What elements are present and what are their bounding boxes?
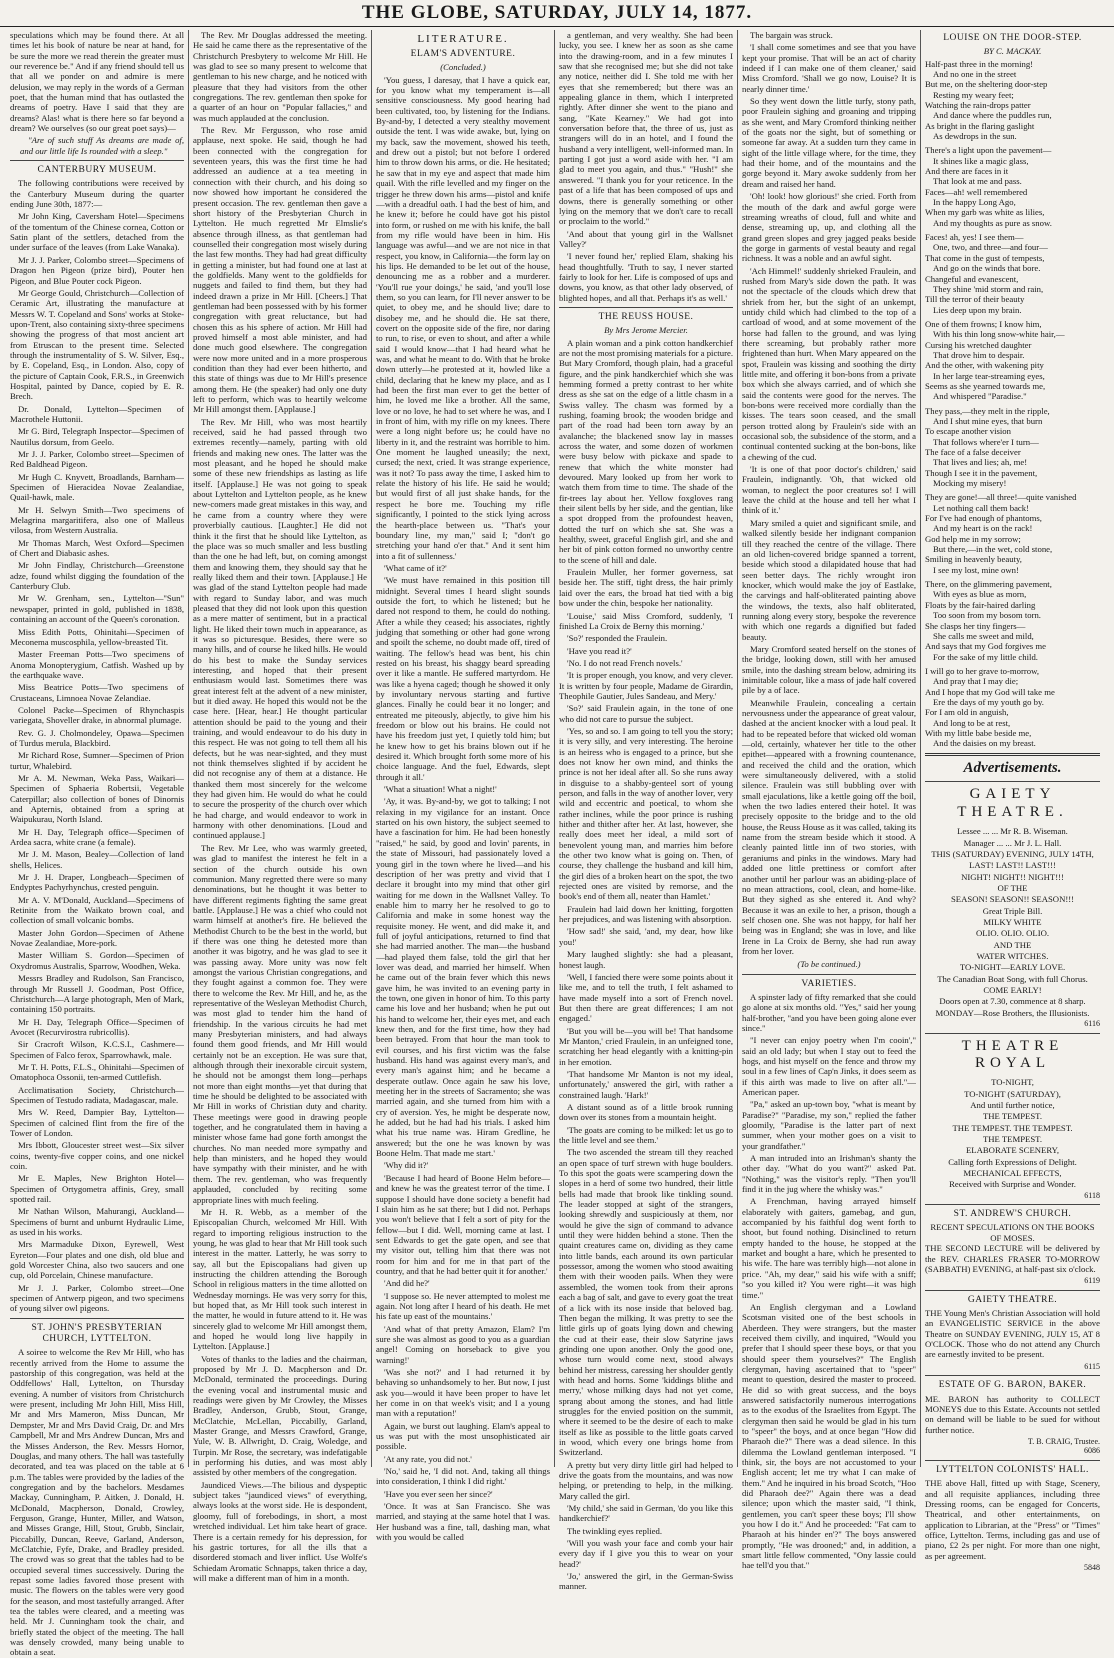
poem-line: She clasps her tiny fingers— xyxy=(925,620,1026,631)
paragraph: 'And about that young girl in the Wallsnet Valley?' xyxy=(559,228,733,249)
poem-line: For I am old in anguish, xyxy=(925,707,1009,718)
paragraph: Mr T. H. Potts, F.L.S., Ohinitahi—Specimen of Omatophoca Ossonii, ten-armed Cuttlefish. xyxy=(10,1061,184,1083)
poem-line: Smiling in heavenly beauty, xyxy=(925,554,1022,565)
poem-author: BY C. MACKAY. xyxy=(983,46,1042,57)
poem-stanza xyxy=(925,406,1100,489)
divider xyxy=(925,753,1100,756)
paragraph: Mrs Marmaduke Dixon, Eyrewell, West Eyreton—Four plates and one dish, old blue and gold Worcester China, also two saucers and one cup, old Porcelain, Chinese manufacture. xyxy=(10,1239,184,1281)
paragraph: 'Jo,' answered the girl, in the German-Swiss manner. xyxy=(559,1571,733,1592)
paragraph: Miss Beatrice Potts—Two specimens of Crustaceans, Limnoea Novae Zelandiae. xyxy=(10,682,184,703)
paragraph: 'No. I do not read French novels.' xyxy=(567,657,683,668)
paragraph: 'Ay, it was. By-and-by, we got to talking; I not relaxing in my vigilance for an instant. Once started on his own history, the subject seemed to have a fascination for him. He had been honestly "raised," he said, by good and lovin' parents, in the state of Missouri, had passionately loved a young girl in the town where he lived—and his description of her was pretty and vivid that I declare it brought into my mind that other girl waiting for me down in the Wallsnet Valley. To enable him to marry her he resolved to go to California and make in some honest way the requisite money. He went, and did make it, and full of joyful anticipations, returned to find that she had married another. The man—the husband—had played them false, told the girl that her lover was dead, and married her himself. When he came out of the brain fever which this news gave him, he was invited to an evening party in the town, one given in honor of him. To this party came his love and her husband; when he put out his hand to welcome her, their eyes met, and each knew then, and for the first time, how they had been betrayed. From that hour the man took to evil courses, and his first victim was the false husband. His hand was against every man's, and every man's against him; and he became a desperate outlaw. Once again he saw his love, meeting her in the streets of Sacramento; she was married again, and she turned from him with a cry of aversion. Yes, he might be desperate now, he added, but he had had his trials. I asked him what his true name was. Hiram Gredline, he answered; but the one he was known by was Boone Helm. That made me start.' xyxy=(376,796,550,1159)
paragraph: The twinkling eyes replied. xyxy=(567,1525,663,1536)
paragraph: 'Why did it?' xyxy=(384,1160,429,1171)
poem-line: And says that my God forgives me xyxy=(925,641,1046,652)
paragraph: Mr H. Selwyn Smith—Two specimens of Melagrina margaritifera, also one of Malleus vilosa, from Western Australia. xyxy=(10,504,184,536)
column-1 xyxy=(6,30,189,1658)
divider xyxy=(10,160,184,161)
divider xyxy=(925,1460,1100,1461)
poem-line: That drove him to despair. xyxy=(933,349,1025,360)
paragraph: Mr John Findlay, Christchurch—Greenstone adze, found whilst digging the foundation of the Canterbury Club. xyxy=(10,560,184,592)
column-2 xyxy=(189,30,372,1583)
paragraph: 'What came of it?' xyxy=(384,562,447,573)
poem-line: I will go to her grave to-morrow, xyxy=(925,665,1040,676)
poem-line: She calls me sweet and mild, xyxy=(933,630,1034,641)
poem-line: Cursing his wretched daughter xyxy=(925,339,1032,350)
paragraph: A distant sound as of a little brook running down over its stones from a mountain height. xyxy=(559,1101,733,1123)
poem-title: LOUISE ON THE DOOR-STEP. xyxy=(943,33,1082,43)
ad-colonists-hall-text: THE above Hall, fitted up with Stage, Scenery, and all requisite appliances, including three Dressing rooms, can be engaged for Concerts, Theatrical, and other entertainments, on application to Librarian, at the "Press" or "Times" office, Lyttelton. Terms, including gas and use of piano, £2 2s per night. For more than one night, as per agreement. xyxy=(925,1478,1100,1561)
ad-number: 6118 xyxy=(1084,1190,1100,1200)
poem-line: In the happy Long Ago, xyxy=(933,197,1016,208)
paragraph: The two ascended the stream till they reached an open space of turf strewn with huge boulders. To this spot the goats were scampering down the slopes in a herd of some two hundred, their little bells had made that brook like tinkling sound. The leader stopped at sight of the strangers, looking shrewdly and suspiciously at them, nor would he give the sign of command to advance until they were hidden behind a stone. Then the quaint creatures came on, dividing as they came into little bands, each around its own particular possessor, among the women who stood awaiting them with their wooden pails. When they were assembled, the women took from their aprons each a bag of salt, and gave to every goat the treat of a lick with its nose inside that beloved bag. Then began the milking. It was pretty to see the little girls up of goats lying down and chewing the cud at their ease, their slow Satyrine jaws grinding one upon another. Only the good one, whose turn would come next, stood always behind her mistress, caressing her shoulder gently with head and horns. Some 'kiddings blithe and merry,' whose milking days had not yet come, sprang about among the stones, and had little struggles for the envied position on the summit, where it seemed to be the desire of each to make itself as like as possible to the little goats carved in wood, which every one brings home from Switzerland. xyxy=(559,1147,733,1458)
divider xyxy=(742,974,916,975)
divider xyxy=(925,1204,1100,1205)
poem-line: For the sake of my little child. xyxy=(933,651,1038,662)
article-body xyxy=(742,30,916,956)
headline-st-johns-church: ST. JOHN'S PRESBYTERIAN CHURCH, LYTTELTON. xyxy=(31,1322,163,1345)
ad-line: ELABORATE SCENERY, xyxy=(966,1145,1059,1156)
ad-line: THE TEMPEST. xyxy=(982,1111,1043,1122)
poem-line: And whispered "Paradise." xyxy=(933,391,1027,402)
story-title: ELAM'S ADVENTURE. xyxy=(410,49,516,60)
ad-st-andrews-text: THE SECOND LECTURE will be delivered by the REV. CHARLES FRASER TO-MORROW (SABBATH) EVENING, at half-past six o'clock. xyxy=(925,1243,1100,1274)
ad-number: 6115 xyxy=(1084,1361,1100,1371)
divider xyxy=(10,1318,184,1319)
poem-body xyxy=(925,59,1100,749)
paragraph: So they went down the little turfy, stony path, poor Fraulein sighing and groaning and tripping as she went, and Mary Cromford thinking neither of the goats nor the sight, but of something or someone far away. At a sudden turn they came in sight of the little village where, for the time, they had their home, and of the mountains and the gorge beyond it. Mary awoke suddenly from her dream and raised her hand. xyxy=(742,96,916,189)
poem-line: To escape another vision xyxy=(925,426,1011,437)
paragraph: 'What a situation! What a night!' xyxy=(384,784,497,795)
paragraph: 'Yes, so and so. I am going to tell you the story; it is very silly, and very interesting. The heroine is an heiress who is engaged to a prince, but she does not know her own mind, and thinks the prince is not her ideal after all. So she runs away in disguise to a shabby-genteel sort of young person, and falls in the way of another lover, very wild and eccentric and poetical, to whom she rather inclines, while the poor prince is rushing hither and thither after her. At last, however, she really does meet her ideal, a mild sort of benevolent young man, and marries him before the other two know what is going on. Then, of course, they challenge the husband and kill him, the girl dies of a broken heart on the spot, the two rejected ones are visited by remorse, and the book's end of them all, neater than Hamlet.' xyxy=(559,725,733,902)
paragraph: 'It is proper enough, you know, and very clever. It is written by four people, Madame de Girardin, Theophile Gautier, Jules Sandeau, and Mery.' xyxy=(559,670,733,701)
ad-line: Calling forth Expressions of Delight. xyxy=(948,1156,1077,1167)
paragraph: 'Will you wash your face and comb your hair every day if I give you this to wear on your head?' xyxy=(559,1538,733,1569)
paragraph: "I never can enjoy poetry when I'm cooin'," said an old lady; but when I stay out to feed the hogs, and hist myself on the fence and throw my soul in a few lines of Cap'n Jinks, it does seem as if this airth was made to live on after all."—American paper. xyxy=(742,1035,916,1097)
paragraph: 'Ach Himmel!' suddenly shrieked Fraulein, and rushed from Mary's side down the path. It was not the spectacle of the clouds which drew that shriek from her, but the sight of an unkempt, untidy child which had climbed to the top of a cartload of wood, and at some movement of the horse had fallen to the ground, and was lying there screaming, but probably rather more frightened than hurt. When Mary appeared on the spot, Fraulein was kissing and soothing the dirty little mite, and offering it bon-bons from a private box which she always carried, and of which she said the contents were good for the nerves. The bon-bons were received more cordially than the kisses. The tears soon ceased, and the small person trotted along by Fraulein's side with an occasional sob, the subsidence of the storm, and a continual contented sucking at the bon-bons, like a chewing of the cud. xyxy=(742,265,916,462)
paragraph: A plain woman and a pink cotton handkerchief are not the most promising materials for a picture. But Mary Cromford, though plain, had a graceful figure, and the pink handkerchief which she was hemming formed a pretty contrast to her white dress as she sat on the edge of a little chasm in a Swiss valley. The chasm was formed by a rushing, foaming brook; the wooden bridge and part of the road had been torn away by an avalanche; the blackened snow lay in masses across the water, and some dozen of workmen were busy below with pickaxe and spade to renew that which the white monster had devoured. Mary looked up from her work to watch them from time to time. The shade of the fir-trees lay about her. Yellow foxgloves rang their silent bells by her side, and the gentian, like a spot dropped from the profoundest heaven, dotted the turf on which she sat. She was a healthy, sweet, graceful English girl, and she and her bit of pink cotton formed no unworthy centre to the scene of hill and dale. xyxy=(559,337,733,565)
article-body xyxy=(559,338,733,1592)
ad-number: 5848 xyxy=(1084,1562,1100,1572)
ad-estate-title: ESTATE OF G. BARON, BAKER. xyxy=(938,1380,1087,1391)
ad-gaiety-body xyxy=(925,826,1100,1018)
poem-line: Though I see it in the pavement, xyxy=(925,467,1038,478)
paragraph: Master John Gordon—Specimen of Athene Novae Zealandiae, More-pork. xyxy=(10,927,184,949)
poem-line: That come in the gust of tempests, xyxy=(925,252,1045,263)
ad-line: LAST! LAST!! LAST!!! xyxy=(969,860,1056,871)
poem-line: And long to be at rest, xyxy=(933,717,1011,728)
ad-colonists-hall-title: LYTTELTON COLONISTS' HALL. xyxy=(936,1464,1089,1475)
article-body xyxy=(10,1347,184,1657)
paragraph: Mr J. M. Mason, Bealey—Collection of land shells, Helices. xyxy=(10,849,184,870)
poem-line: Mocking my misery! xyxy=(933,478,1007,489)
paragraph: Mr J. J. Parker, Colombo street—Specimens of Dragon hen Pigeon (prize bird), Pouter hen Pigeon, and Blue Pouter cock Pigeon. xyxy=(10,254,184,286)
paragraph: 'At any rate, you did not.' xyxy=(384,1453,472,1464)
paragraph: 'Was she not?' and I had returned it by behaving so unhandsomely to her. But now, I just ask you—would it have been proper to have let her come in on that week's visit; and I a young man with a reputation!' xyxy=(376,1367,550,1419)
paragraph: 'Well, I fancied there were some points about it like me, and to tell the truth, I felt ashamed to have made myself into a sort of French novel. But then there are great differences; I am not engaged.' xyxy=(559,971,733,1024)
paragraph: 'I shall come sometimes and see that you have kept your promise. That will be an act of charity indeed if I can make one of them cleaner,' said Miss Cromford. 'Shall we go now, Louise? It is nearly dinner time.' xyxy=(742,42,916,94)
divider xyxy=(925,1290,1100,1291)
paragraph: Miss Edith Potts, Ohinitahi—Specimen of Meconema muscosphila, yellow-breasted Tit. xyxy=(10,626,184,647)
divider xyxy=(925,1033,1100,1034)
ad-theatre-royal-title: THEATRE ROYAL xyxy=(961,1037,1064,1072)
paragraph: Fraulein had laid down her knitting, forgotten her prejudices, and was listening with absorption. xyxy=(559,903,733,925)
article-body xyxy=(10,178,184,1313)
paragraph: Mrs Ibbott, Gloucester street west—Six silver coins, twenty-five copper coins, and one nickel coin. xyxy=(10,1140,184,1172)
paragraph: 'Have you read it?' xyxy=(567,645,632,656)
ad-line: Doors open at 7.30, commence at 8 sharp. xyxy=(939,996,1086,1007)
poem-line: Faces—ah! well remembered xyxy=(925,186,1028,197)
headline-varieties: VARIETIES. xyxy=(801,978,857,989)
paragraph: A man intruded into an Irishman's shanty the other day. "What do you want?" asked Pat. "Nothing," was the visitor's reply. "Then you'll find it in the jug where the whisky was." xyxy=(742,1153,916,1195)
ad-estate-signature: T. B. CRAIG, Trustee. xyxy=(1027,1436,1100,1446)
ad-estate-text: ME. BARON has authority to COLLECT MONEYS due to this Estate. Accounts not settled on demand will be liable to be sued for without further notice. xyxy=(925,1393,1100,1435)
poem-line: That follows where'er I turn— xyxy=(933,436,1039,447)
article-text: speculations which may be found there. At all times let his book of nature be near at hand, for be sure the more we read therein the greater must our reverence be." And if any friend should tell us that all we ponder on and admire is mere delusion, we may reply in the words of a German poet, that the human mind that has outlasted the dreams of poetry. Have I said that they are dreams? Alas! what is there here so far beyond a dream? We ourselves (so our great poet says)— xyxy=(10,30,184,134)
ad-line: The Canadian Boat Song, with full Chorus. xyxy=(937,973,1088,984)
divider xyxy=(925,1375,1100,1376)
paragraph: The Rev. Mr Douglas addressed the meeting. He said he came there as the representative of the Christchurch Presbytery to welcome Mr Hill. He was glad to see so many present to welcome that gentleman to his new charge, and he noticed with pleasure that they had visitors from the other congregations. The rev. gentleman then spoke for a quarter of an hour on "Popular fallacies," and was much applauded at the conclusion. xyxy=(193,30,367,123)
poem-line: One, two, and three—and four— xyxy=(933,242,1048,253)
poem-line: As dewdrops in the sun. xyxy=(933,131,1017,142)
paragraph: 'The goats are coming to be milked: let us go to the little level and see them.' xyxy=(559,1124,733,1146)
paragraph: Mary laughed slightly: she had a pleasant, honest laugh. xyxy=(559,949,733,970)
paragraph: Master William S. Gordon—Specimen of Oxydromus Australis, Sparrow, Woodhen, Weka. xyxy=(10,950,184,971)
paragraph: Mary Cromford seated herself on the stones of the bridge, looking down, still with her amused smile, into the dashing stream below, admiring its inimitable colour, like a mass of jade half covered pile by a of lace. xyxy=(742,643,916,696)
paragraph: Mr E. Maples, New Brighton Hotel—Specimen of Ortygometra affinis, Grey, small spotted rail. xyxy=(10,1173,184,1205)
ad-line: THE TEMPEST. THE TEMPEST. xyxy=(952,1122,1073,1133)
poem-line: With his thin long snow-white hair,— xyxy=(933,329,1065,340)
paragraph: Mr J. J. Parker, Colombo street—Specimen of Red Baldhead Pigeon. xyxy=(10,449,184,470)
paragraph: Mr H. R. Webb, as a member of the Episcopalian Church, welcomed Mr Hill. With regard to importing religious instruction to the young, he was glad to hear that Mr Hill took such interest in the matter. Latterly, he was sorry to say, all but the Episcopalians had given up instructing the children attending the Borough School in religious matters in the time allotted on Wednesday mornings. He was very sorry for this, but hoped that, as Mr Hill took such interest in the matter, he would in future attend to it. He was sincerely glad to welcome Mr Hill amongst them, and hoped he would long live happily in Lyttelton. [Applause.] xyxy=(193,1206,367,1352)
paragraph: Master Freeman Potts—Two specimens of Anoma Monopterygium, Catfish. Washed up by the earthquake wave. xyxy=(10,649,184,680)
paragraph: Mr Nathan Wilson, Mahurangi, Auckland—Specimens of burnt and unburnt Hydraulic Lime, as used in his works. xyxy=(10,1206,184,1238)
poem-line: It shines like a magic glass, xyxy=(933,155,1029,166)
paragraph: Sir Cracroft Wilson, K.C.S.I., Cashmere—Specimen of Falco ferox, Sparrowhawk, male. xyxy=(10,1039,184,1060)
column-4 xyxy=(555,30,738,1592)
paragraph: 'That handsome Mr Manton is not my ideal, unfortunately,' answered the girl, with rather a constrained laugh. 'Hark!' xyxy=(559,1068,733,1100)
paragraph: Mr John King, Caversham Hotel—Specimens of the tomentum of the Chinese cornea, Cotton or Satin plant of the settlers, detached from the under surface of the leaves (from Lake Wanaka). xyxy=(10,211,184,253)
poem-line: And the daisies on my breast. xyxy=(933,738,1036,749)
poem-line: Lies deep upon my brain. xyxy=(933,304,1022,315)
paragraph: 'Have you ever seen her since?' xyxy=(384,1488,493,1499)
ad-line: THE TEMPEST. xyxy=(982,1133,1043,1144)
poem-line: There's a light upon the pavement— xyxy=(925,145,1052,156)
paragraph: 'But you will be—you will be! That handsome Mr Manton,' cried Fraulein, in an unfeigned tone, scratching her head elegantly with a knitting-pin in her emotion. xyxy=(559,1025,733,1067)
poem-line: In her large tear-streaming eyes, xyxy=(933,370,1045,381)
paragraph: 'I suppose so. He never attempted to molest me again. Not long after I heard of his death. He met his fate up east of the mountains.' xyxy=(376,1290,550,1322)
paragraph: Mrs W. Reed, Dampier Bay, Lyttelton—Specimen of calcined flint from the fire of the Tower of London. xyxy=(10,1107,184,1138)
paragraph: 'I never found her,' replied Elam, shaking his head thoughtfully. 'Truth to say, I never started fairly to look for her. Life is composed of ups and downs, you know, as that other lady observed, of blighted hopes, and all that. Perhaps it's as well.' xyxy=(559,251,733,303)
ad-line: SEASON! SEASON!! SEASON!!! xyxy=(950,894,1075,905)
paragraph: The Rev. Mr Fergusson, who rose amid applause, next spoke. He said, though he had been connected with the congregation for seventeen years, this was the first time he had addressed an audience at a tea meeting in connection with their church, and his doing so now showed how important he considered the present occasion. The rev. gentleman then gave a short history of the Presbyterian Church in Lyttelton. He much regretted Mr Elmslie's absence through illness, as that gentleman had counselled their congregation most wisely during the last few months. They had had great difficulty in getting a minister, but had found one at last at the goldfields. Many went to the goldfields for nuggets and failed to find them, but they had indeed drawn a prize in Mr Hill. [Cheers.] That gentleman had been possessed with by his former congregation with great reluctance, but had chosen this as his sphere of action. Mr Hill had proved himself a most able minister, and had done much good elsewhere. The congregation were now more united and in a more prosperous condition than they had ever been hitherto, and this state of things was due to Mr Hill's presence among them. He (the speaker) had only one duty left to perform, which was to heartily welcome Mr Hill amongst them. [Applause.] xyxy=(193,125,367,415)
poem-line: Till the terror of their beauty xyxy=(925,294,1025,305)
paragraph: A spinster lady of fifty remarked that she could go alone at six months old. "Yes," said her young half-brother, "and you have been going alone ever since." xyxy=(742,991,916,1033)
paragraph: 'Because I had heard of Boone Helm before—and knew he was the greatest terror of the time. I suppose I should have done society a benefit had I slain him as he sat there; but I did not. Perhaps you won't believe that I felt a sort of pity for the fellow—but I did. Well, morning came at last. I sent Edwards to get the gate open, and see that my visitor out, telling him that there was not room for him and for me in that part of the country, and that he had better quit it for another.' xyxy=(376,1172,550,1276)
ad-line: COME EARLY! xyxy=(983,984,1042,995)
poem-line: Half-past three in the morning! xyxy=(925,58,1034,69)
poem-line: But me, on the sheltering door-step xyxy=(925,79,1048,90)
advertisements-heading: Advertisements. xyxy=(963,759,1062,776)
poem-line: And my heart is on the rack! xyxy=(933,523,1033,534)
ad-line: Received with Surprise and Wonder. xyxy=(949,1179,1076,1190)
ad-line: WATER WITCHES. xyxy=(976,950,1049,961)
paragraph: Mr George Gould, Christchurch—Collection of Ceramic Art, illustrating the manufacture at Messrs W. T. Copeland and Sons' works at Stoke-upon-Trent, also containing sixty-three specimens showing the progress of that most ancient art from Etruscan to the present time. Selected through the instrumentality of S. W. Silver, Esq., by E. Copeland, Esq., in London. Also, copy of the picture of Captain Cook, F.R.S., in Greenwich Hospital, painted by Dance, copied by E. R. Brech. xyxy=(10,287,184,402)
paragraph: a gentleman, and very wealthy. She had been lucky, you see. I knew her as soon as she came into the drawing-room, and in a few minutes I saw that she recognised me; but she did not take any notice, neither did I. She told me with her eyes that she remembered; but there was an appealing glance in them, which I interpreted rightly. After dinner she went to the piano and sang, "Kate Kearney." We had got into conversation before that, the three of us, just as strangers will do in an hotel, and I found the husband a very intelligent, well-informed man. In parting I got just a word aside with her. "I am glad to meet you again, and thus." "Hush!" she answered. "I thank you for your reticence. In the past of a life that has been composed of ups and downs, there is generally something or other lying on the memory that we don't care to recall or proclaim to the world." xyxy=(559,30,733,227)
poem-line: Let nothing call them back! xyxy=(933,502,1030,513)
poem-stanza xyxy=(925,145,1100,228)
ad-line: Lessee ... ... Mr R. B. Wiseman. xyxy=(957,826,1068,837)
ad-number: 6119 xyxy=(1084,1276,1100,1286)
poem-line: Watching the rain-drops patter xyxy=(925,100,1031,111)
paragraph: 'You guess, I daresay, that I have a quick ear, for you know what my temperament is—all sensitive consciousness. My good hearing had been cultivated, too, by listening for the Indians. By-and-by, I detected a very stealthy movement outside the tent. I was wide awake, but, lying on my back, saw the movement, showed his teeth, and drew out a pistol; but not before I ordered him to throw down his arms, or die. He hesitated; he saw that in my eye and aspect that made him quail. With the rifle levelled and my finger on the trigger he threw down his arms—pistol and knife—with a dreadful oath. I had the best of him, and he knew it; before he could have got his pistol into form, or rushed on me with his knife, the ball from my rifle would have been in him. His language was awful—and we are not nice in that respect, you know, in California—the form lay on his lips. He demanded to be let out of the house, denouncing me as a robber and a murderer. 'You'll rue your doings,' he said, 'and you'll lose them, so you can learn, for I'll never answer to be quiet, to obey me, and he should live; dare to disobey me, and he should die. He sat there, covert on the opposite side of the fire, nor daring to run, to rise, or even to shout, and after a while said I would know—that I had heard what he was, and what he meant to do. With that he broke down utterly—he protested at it, howled like a child, declaring that he knew my place, and as I had been the first man ever to get the better of him, he loved me like a brother. All the same, love or no love, he had to set where he was, and I in front of him, with my rifle on my knees. There were a long night before us; he could have no liberty in it, and the restraint was horrible to him. One moment he laughed uneasily; the next, cursed; the next, cried. It was strange experience, was it not? To pass away the time, I asked him to relate the history of his life. He said he would; but would first of all just shake hands, for the respect he bore me. Touching my rifle significantly, I pointed to the stick lying across the hearth-place between us. "That's your boundary line, my man," said I; "don't go stretching your hand o'er that." And it sent him into a fit of sullenness.' xyxy=(376,74,550,561)
poem-line: And pray that I may die; xyxy=(933,676,1019,687)
poem-line: And I shut mine eyes, that burn xyxy=(933,415,1043,426)
poem-line: That look at me and pass. xyxy=(933,176,1022,187)
paragraph: The Rev. Mr Hill, who was most heartily received, said he had passed through two extremes recently—namely, parting with old friends and making new ones. The latter was the most pleasant, and he hoped he should make some of these new friendships as lasting as life itself. [Applause.] He was not going to speak about Lyttelton and Lyttelton people, as he knew new-comers made great mistakes in this way, and he came from a country where they were proverbially cautious. [Laughter.] He did not think it the first that he should like Lyttelton, as the place was so much smaller and less bustling than the one he had left, but, on coming amongst them and knowing them, they should say that he really liked them and their town. [Applause.] He was glad of the stand Lyttelton people had made with regard to Sunday labor, and was much pleased that they did not look upon this question as a mere matter of sentiment, but in a practical light. He liked their town much in appearance, as it was so picturesque. Besides, there were so many hills, and of course he liked hills. He would do his best to make the Sunday services interesting, and hoped that their present enthusiasm would last. Sometimes there was great interest felt at the advent of a new minister, but it died away. He hoped this would not be the case here. [Hear, hear.] He thought particular attention should be paid to the young and their training, and would endeavour to do his duty in this respect. He was not going to tell them all his defects, but he was near-sighted, and they must not think themselves slighted if by accident he did not recognise any of them at a distance. He thanked them most sincerely for the welcome they had given him. He would do what he could to secure the prosperity of the church over which he had charge, and would endeavor to work in harmony with other denominations. [Loud and continued applause.] xyxy=(193,416,367,841)
paragraph: Mr Hugh C. Knyvett, Broadlands, Barnham—Specimen of Hieracidea Novae Zealandiae, Quail-hawk, male. xyxy=(10,471,184,503)
ad-line: MECHANICAL EFFECTS, xyxy=(963,1167,1062,1178)
story-subtitle: (Concluded.) xyxy=(440,62,486,73)
poem-line: When my garb was white as lilies, xyxy=(925,207,1045,218)
ad-number: 6116 xyxy=(1084,1019,1100,1029)
paragraph: Votes of thanks to the ladies and the chairman, proposed by Mr J. D. Macpherson and Dr. McDonald, terminated the proceedings. During the evening vocal and instrumental music and readings were given by Mr Crowley, the Misses Bradley, Anderson, Grubb, Stout, Grange, McClatchie, McLellan, Piccabilly, Garland, Master Grange, and Messrs Crawford, Grange, Yule, W. B. Allwright, D. Craig, Woledge, and Turpin. Mr Rose, the secretary, was indefatigable in performing his duties, and was most ably assisted by other members of the congregation. xyxy=(193,1353,367,1478)
ad-line: OF THE xyxy=(997,882,1028,893)
page-columns xyxy=(0,27,1114,1658)
article-body xyxy=(193,30,367,1583)
paragraph: Jaundiced Views.—The bilious and dyspeptic subject takes "jaundiced views" of everything, always looks at the worst side. He is despondent, gloomy, full of forebodings, in short, a most wretched individual. Let him take heart of grace. There is a certain remedy for his depression, for his gastric tortures, for all the ills that a disordered stomach and liver inflict. Use Wolfe's Schiedam Aromatic Schnapps, taken thrice a day, will make a different man of him in a month. xyxy=(193,1479,367,1583)
paragraph: Mr G. Bird, Telegraph Inspector—Specimen of Nautilus dorsum, from Geelo. xyxy=(10,426,184,447)
paragraph: Mr J. H. Draper, Longbeach—Specimen of Endyptes Pachyrhynchus, crested penguin. xyxy=(10,872,184,893)
paragraph: "Pa," asked an up-town boy, "what is meant by Paradise?" "Paradise, my son," replied the father gloomily, "Paradise is the latter part of next summer, when your mother goes on a visit to your grandfather." xyxy=(742,1099,916,1151)
column-6 xyxy=(921,30,1104,1572)
poem-line: As bright in the flaring gaslight xyxy=(925,120,1035,131)
paragraph: Mr Thomas March, West Oxford—Specimen of Chert and Diabasic ashes. xyxy=(10,537,184,559)
ad-number: 6086 xyxy=(1084,1446,1100,1456)
to-be-continued: (To be continued.) xyxy=(797,959,861,970)
paragraph: 'How sad!' she said, 'and, my dear, how like you!' xyxy=(559,926,733,947)
poem-stanza xyxy=(925,232,1100,315)
paragraph: Mr A. M. Newman, Weka Pass, Waikari—Specimen of Sphaeria Robertsii, Vegetable Caterpillar; also collection of bones of Dinornis and Apternis, obtained from a spring at Waipukurau, North Island. xyxy=(10,772,184,825)
poem-line: Too soon from my bosom torn. xyxy=(933,610,1041,621)
paragraph: 'And did he?' xyxy=(384,1278,430,1289)
divider xyxy=(559,307,733,308)
poem-stanza xyxy=(925,666,1100,749)
paragraph: 'We must have remained in this position till midnight. Several times I heard slight sounds outside the fort, to which he listened; but he dared not respond to them, he could do nothing. After a while they ceased; his associates, rightly judging that something or other had gone wrong and spoilt the scheme, no doubt made off, tired of waiting. The fellow's head was bent, his chin rested on his breast, his shaggy beard spreading over it like a mantle. He suffered martyrdom. He was like a hyena caged; though he showed it only by involuntary nervous starting and furtive glances. Finally he could bear it no longer; and entreated me piteously, abjectly, to give him his freedom or blow out his brains. He could not have his freedom just yet, I quietly told him; but he knew how to get his brains blown out if he desired it. Which brought forth some more of his choice language. And the fuel, Edwards, slept through it all.' xyxy=(376,575,550,782)
ad-st-andrews-sub: RECENT SPECULATIONS ON THE BOOKS OF MOSES. xyxy=(930,1222,1095,1243)
ad-line: MILKY WHITE xyxy=(983,916,1042,927)
newspaper-title: THE GLOBE, SATURDAY, JULY 14, 1877. xyxy=(361,2,753,23)
paragraph: 'Louise,' said Miss Cromford, suddenly, 'I finished La Croix de Berny this morning.' xyxy=(559,610,733,631)
poem-line: With eyes as blue as morn, xyxy=(933,589,1027,600)
paragraph: 'So?' said Fraulein again, in the tone of one who did not care to pursue the subject. xyxy=(559,703,733,724)
byline: By Mrs Jerome Mercier. xyxy=(604,325,688,336)
paragraph: A soiree to welcome the Rev Mr Hill, who has recently arrived from the Home to assume the pastorship of this congregation, was held at the Oddfellows' Hall, Lyttelton, on Thursday evening. A number of visitors from Christchurch were present, including Mr John Hill, Miss Hill, Mr and Mrs Mameron, Miss Duncan, Mr Dempster, Mr and Mrs David Craig, Dr. and Mrs Campbell, Mr and Mrs Andrew Duncan, Mrs and the Misses Anderson, the Rev. Messrs Hornor, Douglas, and many others. The hall was tastefully decorated, and tea was placed on the table at 6 p.m. The tables were provided by the ladies of the congregation and by the bachelors. Mesdames Mackay, Cunningham, P. Aitken, J. Donald, H. McDonald, Macpherson, Donald, Crowley, Ferguson, Grange, Hunter, Miller, and Watson, and Misses Grange, Hill, Stout, Grubb, Sinclair, Piccabilly, Duncan, Reeve, Garland, Anderson, McClatchie, Fyfe, Drake, and Bradley presided. The crowd was so great that the tables had to be occupied several times successively. During the repast some ladies favored those present with music. The flowers on the tables were very good for the season, and most tastefully arranged. After tea the tables were cleared, and a meeting was held. Mr J. Cunningham took the chair, and briefly stated the object of the meeting. The hall was densely crowded, many being unable to obtain a seat. xyxy=(10,1347,184,1658)
poem-line: That lives and lies; ah, me! xyxy=(933,457,1028,468)
poem-line: And dance where the puddles run, xyxy=(933,110,1052,121)
article-body xyxy=(742,992,916,1571)
ad-line: And until further notice, xyxy=(970,1099,1055,1110)
paragraph: Meanwhile Fraulein, concealing a certain nervousness under the appearance of great valour, dashed at the ancient knocker with a loud peal. It had to be repeated before that wicked old woman—old, certainly, whatever her title to the other epithet—appeared with a frowning countenance, and received the child and the oration, which were simultaneously delivered, with a stolid silence. Fraulein was still bubbling over with small ejaculations, like a kettle going off the boil, when the two ladies entered their hotel. It was precisely opposite to the bridge and to the old house, the Reuss House as it was called, taking its name from the stream beside which it stood. A cleanly painted little inn of two stories, with geraniums and pinks in the windows. Mary had added one little prettiness or comfort after another until her parlour was an abiding-place of no mean attractions, cool, clean, and home-like. But they sighed as she entered it. And why? Because it was an exile to her, a prison, though a self chosen one. She was not happy, for half her being was in England; she was in love, and like Irene in La Croix de Berny, she had run away from her lover. xyxy=(742,697,916,956)
poem-stanza xyxy=(925,59,1100,142)
paragraph: 'So?' responded the Fraulein. xyxy=(567,633,668,644)
paragraph: Mary smiled a quiet and significant smile, and walked silently beside her indignant companion till they reached the centre of the village. There an old lichen-covered bridge spanned a torrent, beside which stood a dilapidated house that had seen better days. The richly wrought iron knocker, which would make the joy of Eastlake, the carvings and half-obliterated painting above the windows, the texts, also half obliterated, running along every story, bespoke the reverence with which one regards a dignified but faded beauty. xyxy=(742,517,916,642)
divider xyxy=(925,781,1100,782)
ad-line: OLIO. OLIO. OLIO. xyxy=(975,928,1050,939)
masthead xyxy=(0,0,1114,27)
ad-line: Manager ... ... Mr J. L. Hall. xyxy=(963,837,1062,848)
poem-line: And the other, with wakening pity xyxy=(925,360,1044,371)
poem-line: Faces! ah, yes! I see them— xyxy=(925,232,1024,243)
ad-line: NIGHT! NIGHT!! NIGHT!!! xyxy=(961,871,1064,882)
poem-line: Resting my weary feet; xyxy=(933,89,1014,100)
poem-line: There, on the glimmering pavement, xyxy=(925,579,1052,590)
ad-line: AND THE xyxy=(993,939,1032,950)
section-heading-literature: LITERATURE. xyxy=(417,33,509,45)
poem-line: They pass,—they melt in the ripple, xyxy=(925,405,1050,416)
ad-gaiety-service-text: THE Young Men's Christian Association will hold an EVANGELISTIC SERVICE in the above Theatre on SUNDAY EVENING, JULY 15, AT 8 O'CLOCK. Those who do not attend any Church are earnestly invited to be present. xyxy=(925,1308,1100,1360)
poem-line: One of them frowns; I know him, xyxy=(925,318,1042,329)
paragraph: Mr H. Day, Telegraph Office—Specimen of Avocet (Recurvirostra rubricollis). xyxy=(10,1016,184,1037)
ad-line: Great Triple Bill. xyxy=(982,905,1043,916)
ad-line: MONDAY—Rose Brothers, the Illusionists. xyxy=(935,1007,1090,1018)
paragraph: Mr J. J. Parker, Colombo street—One specimen of Antwerp pigeon, and two specimens of young silver owl pigeons. xyxy=(10,1282,184,1314)
paragraph: 'It is one of that poor doctor's children,' said Fraulein, indignantly. 'Oh, that wicked old woman, to neglect the poor creatures so! I will leave the child at the house and tell her what I think of it.' xyxy=(742,464,916,516)
poem-line: Changeful and evanescent, xyxy=(925,273,1019,284)
poem-line: And no one in the street xyxy=(933,68,1017,79)
paragraph: Rev. G. J. Cholmondeley, Opawa—Specimen of Turdus merula, Blackbird. xyxy=(10,727,184,748)
paragraph: The bargain was struck. xyxy=(750,30,833,40)
poem-line: Ere the days of my youth go by. xyxy=(933,696,1044,707)
poem-line: With my little babe beside me, xyxy=(925,727,1032,738)
paragraph: Mr H. Day, Telegraph office—Specimen of Ardea sacra, white crane (a female). xyxy=(10,826,184,848)
paragraph: An English clergyman and a Lowland Scotsman visited one of the best schools in Aberdeen. They were strangers, but the master received them civilly, and inquired, "Would you prefer that I should speer these boys, or that you should speer them yourselves?" The English clergyman, having ascertained that to "speer" meant to question, desired the master to proceed. He did so with great success, and the boys answered satisfactorily numerous interrogations as to the exodus of the Israelites from Egypt. The clergyman then said he would be glad in his turn to "speer" the boys, and at once began "How did Pharaoh die?" There was a dead silence. In this dilemma the Lowland gentleman interposed. "I think, sir, the boys are not accustomed to your English accent; let me try what I can make of them." And he inquired in his broad Scotch, "Hoo did Pharaoh dee?" Again there was a dead silence; upon which the master said, "I think, gentlemen, you can't speer these boys; I'll show you how I do it." And he proceeded: "Fat cam to Pharaoh at his hinder en'?" The boys answered promptly, "He was drooned;" and, in addition, a smart little fellow commented, "Ony lassie could hae tell'd you that." xyxy=(742,1301,916,1571)
poem-line: God help me in my sorrow; xyxy=(925,533,1021,544)
article-body xyxy=(559,30,733,303)
poem-line: They shine 'mid storm and rain, xyxy=(933,283,1044,294)
ad-theatre-royal-body xyxy=(925,1077,1100,1189)
ad-gaiety-title: GAIETY THEATRE. xyxy=(957,786,1068,821)
paragraph: 'Oh! look! how glorious!' she cried. Forth from the mouth of the dark and awful gorge were streaming wreaths of cloud, full and white and dense, streaming up, up, and clothing all the grand green slopes and grey jagged peaks beside the gorge in garments of vestal beauty and regal richness. It was a noble and an awful sight. xyxy=(742,191,916,264)
poem-line: Floats by the fair-haired darling xyxy=(925,599,1036,610)
ad-line: TO-NIGHT—EARLY LOVE. xyxy=(959,962,1066,973)
article-body xyxy=(376,75,550,1543)
paragraph: The following contributions were received by the Canterbury Museum during the quarter ending June 30th, 1877:— xyxy=(10,178,184,210)
paragraph: Fraulein Muller, her former governess, sat beside her. The stiff, tight dress, the hair primly laid over the ears, the broad hat tied with a big bow under the chin, bespoke her nationality. xyxy=(559,567,733,609)
paragraph: Colonel Packe—Specimen of Rhynchaspis variegata, Shoveller drake, in abnormal plumage. xyxy=(10,704,184,726)
poem-line: Seems as she yearned towards me, xyxy=(925,380,1046,391)
poem-line: And go on the winds that bore. xyxy=(933,263,1041,274)
paragraph: A Frenchman, having arrayed himself elaborately with gaiters, gamebag, and gun, accompanied by his faithful dog went forth to shoot, but found nothing. Disinclined to return empty handed to the house, he stopped at the market and bought a hare, which he presented to his wife. The hare was terribly high—not alone in price. "Ah, my dear," said his wife with a sniff; "so you killed it? You were right—it was high time." xyxy=(742,1196,916,1300)
poem-line: They are gone!—all three!—quite vanished xyxy=(925,492,1077,503)
poem-line: But there,—in the wet, cold stone, xyxy=(933,544,1053,555)
paragraph: The Rev. Mr Lee, who was warmly greeted, was glad to manifest the interest he felt in a section of the church outside his own communion. Many regretted there were so many denominations, but he thought it was better to have different regiments fighting the same great battle. [Applause.] He was a chief who could not warm himself at another's fire. He believed the Methodist Church to be the best in the world, but if there was one thing he detested more than another it was bigotry, and he was glad to see it was passing away. More unity was now felt amongst the various Christian congregations, and they fought against a common foe. They were there to welcome the Rev. Mr Hill, and he, as the representative of the Wesleyan Methodist Church, was most glad to tender him the hand of friendship. In the various circuits he had met many Presbyterian ministers, and had always found them good friends, and Mr Hill would certainly not be an exception. He was sure that, although through their inexorable circuit system, he should not be amongst them long—perhaps not more than eight months—yet that during that time he should be delighted to be associated with Mr Hill in works of Christian duty and charity. These meetings were good in drawing people together, and he congratulated them in having a minister whose fame had gone forth amongst the churches. No man needed more sympathy and help than ministers, and he hoped they would have sympathy with their minister, and he with them. The rev. gentleman, who was frequently applauded, concluded by reciting some appropriate lines with much feeling. xyxy=(193,842,367,1205)
ad-line: THIS (SATURDAY) EVENING, JULY 14TH, xyxy=(931,848,1094,859)
paragraph: 'No,' said he, 'I did not. And, taking all things into consideration, I think I did right.' xyxy=(376,1466,550,1487)
paragraph: Mr Richard Rose, Sumner—Specimen of Prion turtur, Whalebird. xyxy=(10,750,184,771)
ad-st-andrews-title: ST. ANDREW'S CHURCH. xyxy=(953,1209,1072,1220)
paragraph: Mr W. Grenham, sen., Lyttelton—"Sun" newspaper, printed in gold, published in 1838, containing an account of the Queen's coronation. xyxy=(10,593,184,625)
column-5 xyxy=(738,30,921,1571)
poem-line: And my thoughts as pure as snow. xyxy=(933,217,1052,228)
column-3 xyxy=(372,30,555,1543)
verse-quote: "Are of such stuff As dreams are made of, and our little life Is rounded with a sleep." xyxy=(20,135,184,156)
paragraph: Dr. Donald, Lyttelton—Specimen of Macrothele Huttonii. xyxy=(10,403,184,424)
headline-canterbury-museum: CANTERBURY MUSEUM. xyxy=(37,165,157,176)
paragraph: Again, we burst out laughing. Elam's appeal to us was put with the most unsophisticated air possible. xyxy=(376,1420,550,1452)
poem-stanza xyxy=(925,579,1100,662)
paragraph: 'And what of that pretty Amazon, Elam? I'm sure she was almost as good to you as a guardian angel! Coming on horseback to give you warning!' xyxy=(376,1323,550,1365)
ad-line: TO-NIGHT (SATURDAY), xyxy=(964,1088,1061,1099)
poem-line: The face of a false deceiver xyxy=(925,447,1021,458)
paragraph: A pretty but very dirty little girl had helped to drive the goats from the mountains, and was now helping, or pretending to help, in the milking. Mary called the girl. xyxy=(559,1459,733,1501)
paragraph: Messrs Bradley and Rudolson, San Francisco, through Mr Russell J. Goodman, Post Office, Christchurch—A large photograph, Men of Mark, containing 150 portraits. xyxy=(10,973,184,1015)
poem-line: For I've had enough of phantoms, xyxy=(925,513,1042,524)
paragraph: Acclimatisation Society, Christchurch—Specimen of Testudo radiata, Madagascar, male. xyxy=(10,1084,184,1105)
poem-stanza xyxy=(925,319,1100,402)
poem-line: And I hope that my God will take me xyxy=(925,686,1055,697)
poem-line: And there are faces in it xyxy=(925,166,1009,177)
paragraph: 'Once. It was at San Francisco. She was married, and staying at the same hotel that I was. Her husband was a fine, tall, dashing man, what with you would be called xyxy=(376,1501,550,1543)
story-title-reuss-house: THE REUSS HOUSE. xyxy=(598,311,694,322)
paragraph: 'My child,' she said in German, 'do you like this handkerchief?' xyxy=(559,1503,733,1524)
poem-stanza xyxy=(925,492,1100,575)
poem-line: I see my lost, mine own! xyxy=(933,564,1019,575)
paragraph: Mr A. V. M'Donald, Auckland—Specimens of Retinite from the Waikato brown coal, and collection of small volcanic bombs. xyxy=(10,894,184,926)
ad-line: TO-NIGHT, xyxy=(991,1077,1034,1088)
ad-gaiety-service-title: GAIETY THEATRE. xyxy=(967,1294,1058,1305)
